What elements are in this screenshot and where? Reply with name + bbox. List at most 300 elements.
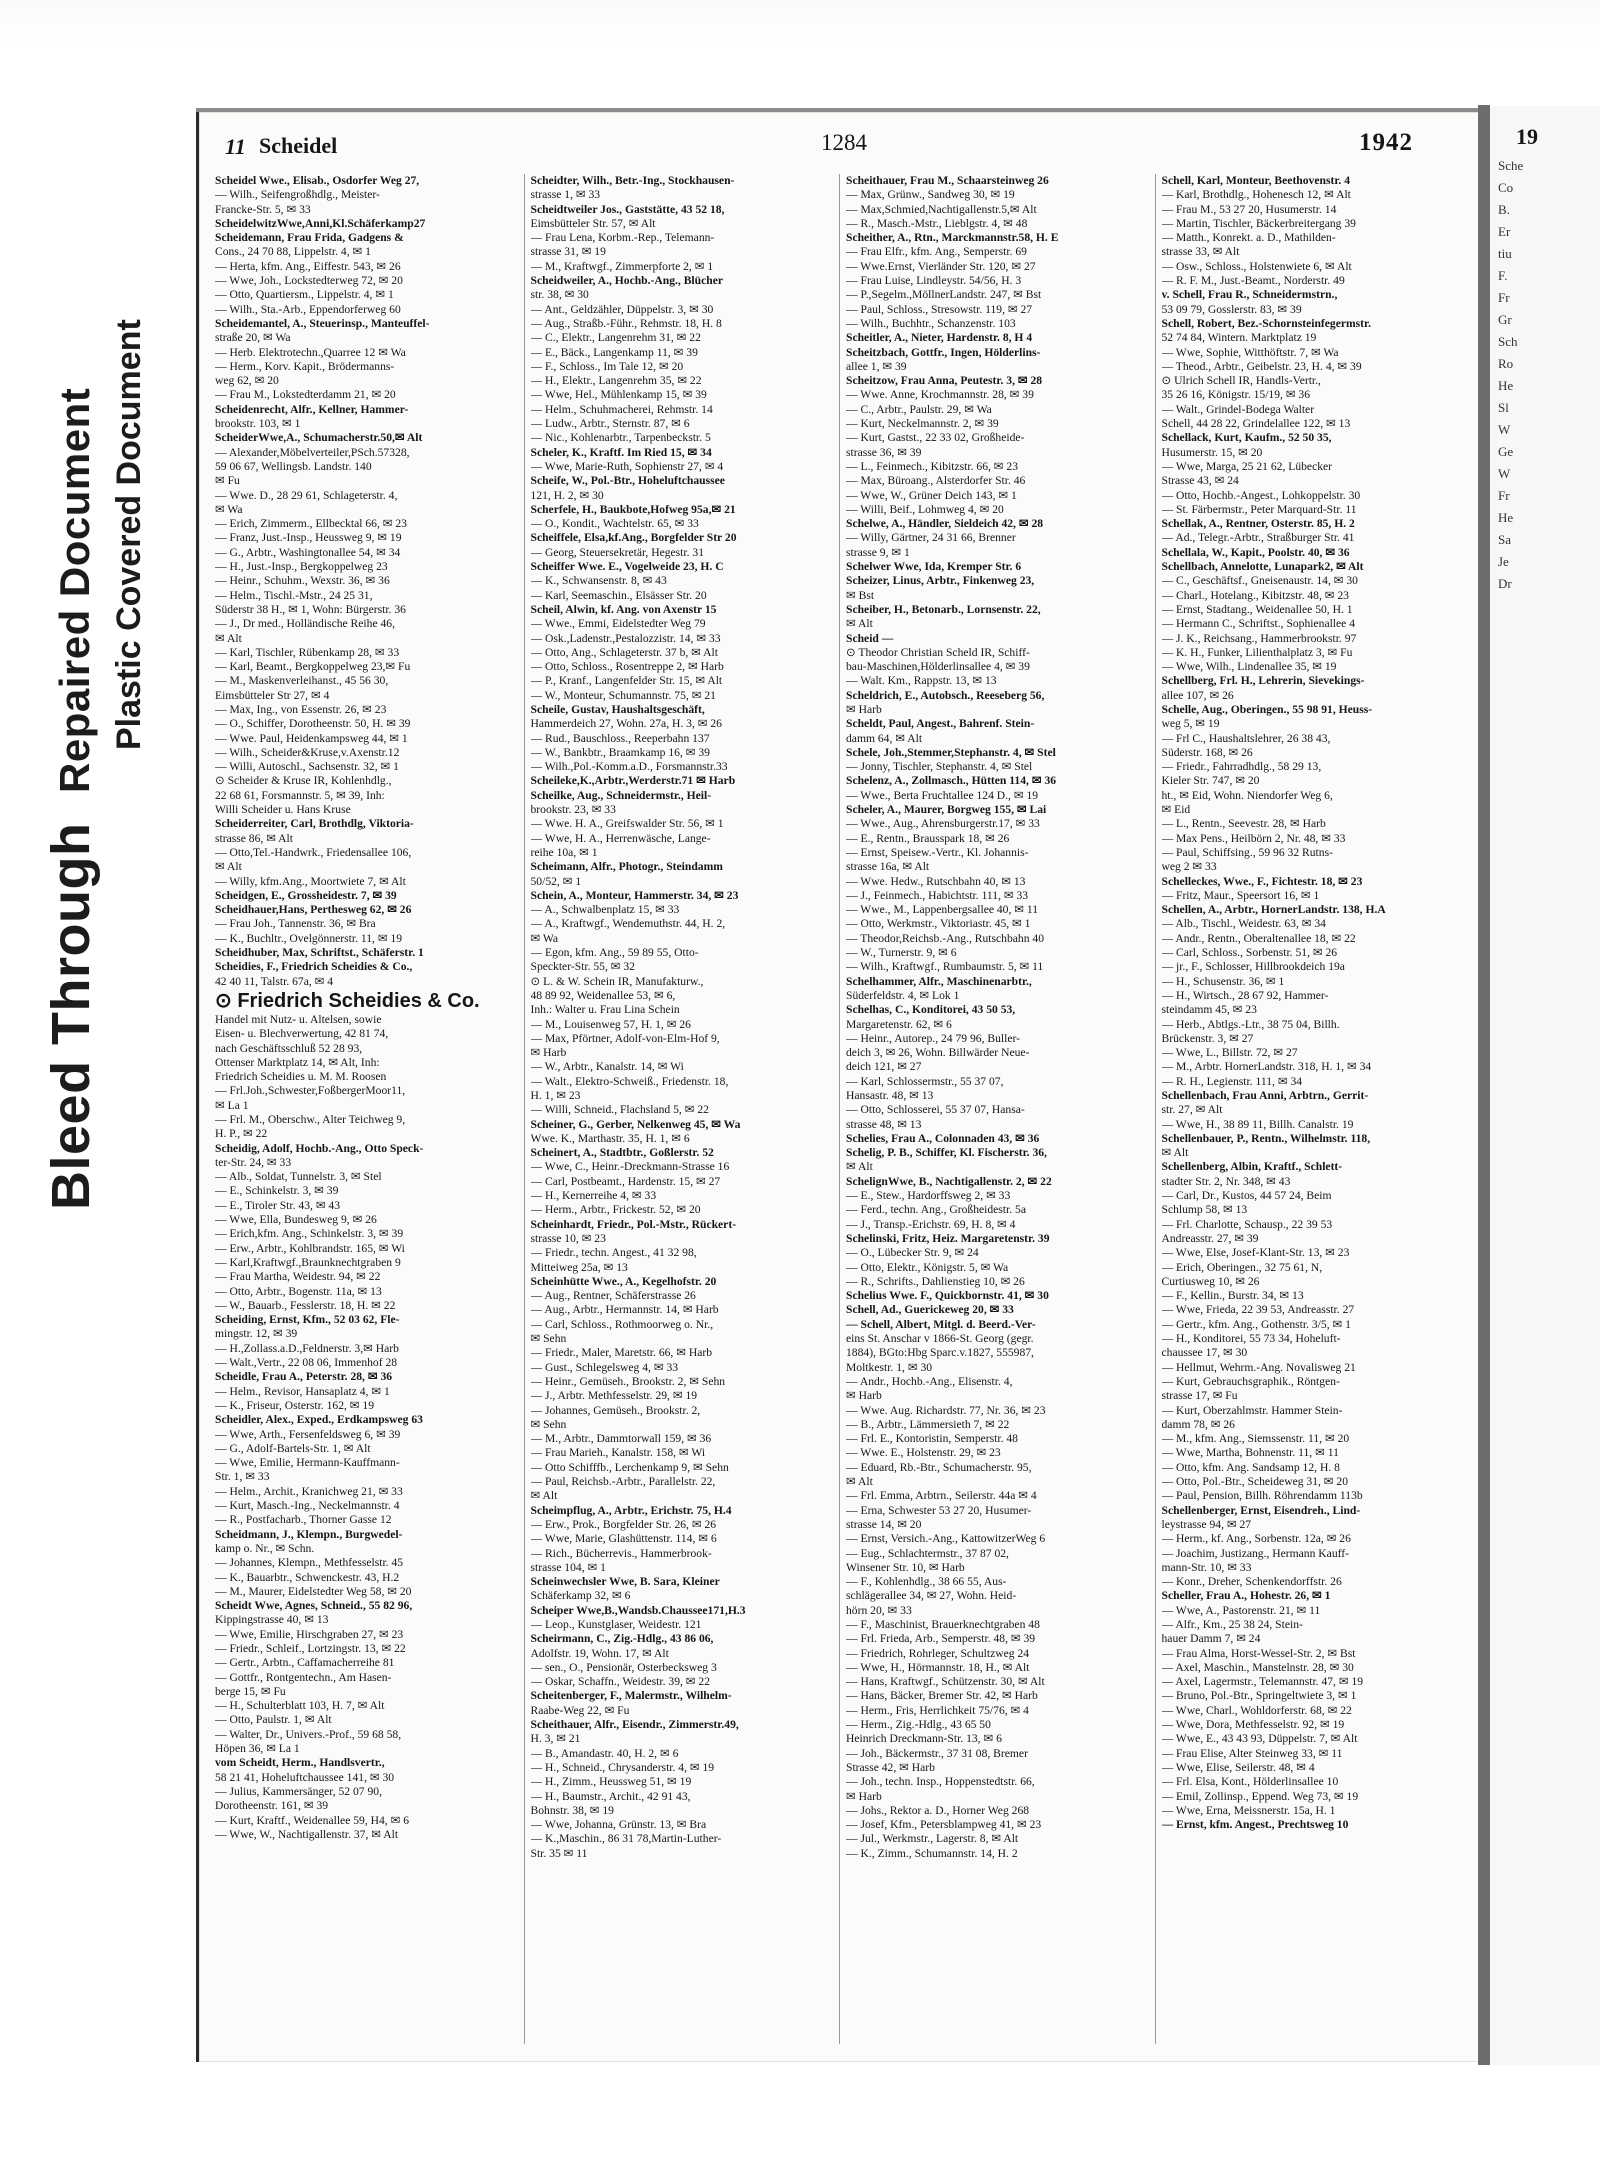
directory-entry: — Wwe. E., Holstenstr. 29, ✉ 23 [846,1446,1001,1460]
directory-entry: — H., Wirtsch., 28 67 92, Hammer- [1161,988,1329,1002]
directory-entry: — Wwe, Charl., Wohldorferstr. 68, ✉ 22 [1161,1703,1352,1717]
directory-entry: Scheidhauer,Hans, Perthesweg 62, ✉ 26 [215,903,412,917]
directory-entry: — Wwe. Anne, Krochmannstr. 28, ✉ 39 [846,388,1034,402]
page-gutter [1478,105,1490,2065]
directory-entry: — K.,Maschin., 86 31 78,Martin-Luther- [530,1832,722,1846]
directory-entry: — F., Kohlenhdlg., 38 66 55, Aus- [846,1575,1007,1589]
directory-entry: ter-Str. 24, ✉ 33 [215,1155,292,1169]
directory-entry: — Frau Lena, Korbm.-Rep., Telemann- [530,231,715,245]
directory-entry: Str. 1, ✉ 33 [215,1470,270,1484]
directory-entry: — H., Kernerreihe 4, ✉ 33 [530,1189,657,1203]
directory-entry: 35 26 16, Königstr. 15/19, ✉ 36 [1161,388,1311,402]
directory-entry: — A., Schwalbenplatz 15, ✉ 33 [530,903,680,917]
directory-entry: hauer Damm 7, ✉ 24 [1161,1632,1261,1646]
directory-entry: — Wwe, W., Nachtigallenstr. 37, ✉ Alt [215,1827,399,1841]
directory-entry: — F., Maschinist, Brauerknechtgraben 48 [846,1617,1040,1631]
directory-entry: — Erich, Oberingen., 32 75 61, N, [1161,1260,1323,1274]
directory-entry: Scheler, A., Maurer, Borgweg 155, ✉ Lai [846,803,1047,817]
directory-entry: — Ferd., techn. Ang., Großheidestr. 5a [846,1203,1026,1217]
directory-entry: — Frl.Joh.,Schwester,FoßbergerMoor11, [215,1084,406,1098]
directory-entry: — Paul, Schiffsing., 59 96 32 Rutns- [1161,845,1333,859]
directory-column-3 [840,174,1156,2044]
directory-entry: — Andr., Rentn., Oberaltenallee 18, ✉ 22 [1161,931,1356,945]
directory-entry: — Wwe., Emmi, Eidelstedter Weg 79 [530,617,706,631]
directory-entry: steindamm 45, ✉ 23 [1161,1003,1257,1017]
directory-entry: Speckter-Str. 55, ✉ 32 [530,960,635,974]
directory-entry: Friedrich Scheidies u. M. M. Roosen [215,1070,387,1084]
directory-entry: Scheler, K., Kraftf. Im Ried 15, ✉ 34 [530,445,712,459]
directory-entry: — M., Arbtr., Dammtorwall 159, ✉ 36 [530,1432,712,1446]
directory-entry: — Wilh.,Pol.-Komm.a.D., Forsmannstr.33 [530,760,728,774]
directory-entry: — Frau Elfr., kfm. Ang., Semperstr. 69 [846,245,1027,259]
directory-entry: — Theodor,Reichsb.-Ang., Rutschbahn 40 [846,931,1044,945]
directory-entry: — Frl C., Haushaltslehrer, 26 38 43, [1161,731,1331,745]
directory-entry: ✉ Alt [530,1489,558,1503]
directory-entry: Scheitzbach, Gottfr., Ingen, Hölderlins- [846,345,1041,359]
stamp-repaired-document: Repaired Document [51,387,98,793]
directory-entry: — Martin, Tischler, Bäckerbreitergang 39 [1161,216,1356,230]
directory-entry: — Otto, Pol.-Btr., Scheideweg 31, ✉ 20 [1161,1475,1349,1489]
directory-entry: Scheitenberger, F., Malermstr., Wilhelm- [530,1689,732,1703]
directory-entry: — Aug., Straßb.-Führ., Rehmstr. 18, H. 8 [530,316,722,330]
directory-columns [209,174,1471,2044]
directory-entry: — M., Arbtr. HornerLandstr. 318, H. 1, ✉ 34 [1161,1060,1372,1074]
directory-entry: — Wwe, Marga, 25 21 62, Lübecker [1161,459,1333,473]
directory-entry: — H., Schusenstr. 36, ✉ 1 [1161,974,1285,988]
directory-entry: Schelle, Aug., Oberingen., 55 98 91, Heuss- [1161,702,1373,716]
directory-entry: leystrasse 94, ✉ 27 [1161,1517,1252,1531]
directory-entry: Strasse 43, ✉ 24 [1161,474,1239,488]
directory-entry: schlägerallee 34, ✉ 27, Wohn. Heid- [846,1589,1017,1603]
directory-entry: Scheid — [846,631,894,645]
directory-entry: Schelhammer, Alfr., Maschinenarbtr., [846,974,1032,988]
directory-entry: strasse 14, ✉ 20 [846,1517,922,1531]
directory-entry: Scheinwechsler Wwe, B. Sara, Kleiner [530,1575,720,1589]
directory-entry: — Willy, Gärtner, 24 31 66, Brenner [846,531,1016,545]
directory-entry: Scheithauer, Alfr., Eisendr., Zimmerstr.49, [530,1718,739,1732]
directory-entry: ✉ Alt [1161,1146,1189,1160]
directory-entry: Schellak, A., Rentner, Osterstr. 85, H. 2 [1161,517,1355,531]
directory-entry: — Frau Alma, Horst-Wessel-Str. 2, ✉ Bst [1161,1646,1356,1660]
directory-entry: 22 68 61, Forsmannstr. 5, ✉ 39, Inh: [215,788,385,802]
directory-entry: — Frl. M., Oberschw., Alter Teichweg 9, [215,1113,406,1126]
directory-entry: — Herm., kf. Ang., Sorbenstr. 12a, ✉ 26 [1161,1532,1351,1546]
directory-entry: — O., Kondit., Wachtelstr. 65, ✉ 33 [530,517,699,531]
adjacent-page-line: Er [1498,224,1511,239]
directory-entry: Mitteiweg 25a, ✉ 13 [530,1260,628,1274]
directory-entry: Scheiner, G., Gerber, Nelkenweg 45, ✉ Wa [530,1117,741,1131]
directory-entry: strasse 17, ✉ Fu [1161,1389,1238,1403]
directory-entry: — Wwe, A., Pastorenstr. 21, ✉ 11 [1161,1603,1321,1617]
adjacent-page-line: Sche [1498,158,1524,173]
directory-entry: Dorotheenstr. 161, ✉ 39 [215,1799,329,1813]
directory-entry: — Heinr., Autorep., 24 79 96, Buller- [846,1031,1020,1045]
directory-entry: — K., Buchltr., Ovelgönnerstr. 11, ✉ 19 [215,931,403,945]
adjacent-page-line: Co [1498,180,1514,195]
directory-entry: — P., Kranf., Langenfelder Str. 15, ✉ Alt [530,674,723,688]
directory-entry: — E., Tiroler Str. 43, ✉ 43 [215,1198,341,1212]
directory-entry: Scheinhardt, Friedr., Pol.-Mstr., Rückert- [530,1217,737,1231]
directory-entry: ✉ Alt [846,1160,873,1174]
directory-entry: — Walt. Km., Rappstr. 13, ✉ 13 [846,674,997,688]
directory-entry: — Rich., Bücherrevis., Hammerbrook- [530,1546,712,1560]
directory-entry: 42 40 11, Talstr. 67a, ✉ 4 [215,974,334,988]
directory-entry: Scheidenrecht, Alfr., Kellner, Hammer- [215,402,409,416]
directory-entry: — O., Lübecker Str. 9, ✉ 24 [846,1246,979,1260]
directory-entry: ScheidelwitzWwe,Anni,Kl.Schäferkamp27 [215,216,426,230]
directory-entry: — Wwe, Martha, Bohnenstr. 11, ✉ 11 [1161,1446,1339,1460]
directory-entry: — Karl, Tischler, Rübenkamp 28, ✉ 33 [215,645,400,659]
directory-entry: Bohnstr. 38, ✉ 19 [530,1803,614,1817]
directory-entry: — Gottfr., Rontgentechn., Am Hasen- [215,1670,392,1684]
directory-entry: — Ludw., Arbtr., Sternstr. 87, ✉ 6 [530,417,690,431]
directory-entry: ✉ Harb [846,1789,882,1803]
directory-entry: — H., Baumstr., Archit., 42 91 43, [530,1789,691,1803]
directory-entry: — Hans, Kraftwgf., Schützenstr. 30, ✉ Alt [846,1675,1045,1689]
directory-entry: — Kurt, Kraftf., Weidenallee 59, H4, ✉ 6 [215,1813,410,1827]
directory-entry: Schelwe, A., Händler, Sieldeich 42, ✉ 28 [846,517,1044,531]
directory-entry: — Erna, Schwester 53 27 20, Husumer- [846,1503,1032,1517]
directory-entry: — H., Schneid., Chrysanderstr. 4, ✉ 19 [530,1760,715,1774]
directory-entry: weg 2 ✉ 33 [1161,860,1217,874]
directory-entry: — Erich,kfm. Ang., Schinkelstr. 3, ✉ 39 [215,1227,404,1241]
adjacent-page-line: He [1498,510,1514,525]
directory-entry: 59 06 67, Wellingsb. Landstr. 140 [215,459,372,473]
directory-entry: Inh.: Walter u. Frau Lina Schein [530,1003,680,1017]
directory-entry: brookstr. 23, ✉ 33 [530,803,616,817]
directory-entry: hörn 20, ✉ 33 [846,1603,912,1617]
directory-entry: Süderstr. 168, ✉ 26 [1161,745,1253,759]
directory-entry: — Joachim, Justizang., Hermann Kauff- [1161,1546,1349,1560]
directory-entry: strasse 1, ✉ 33 [530,188,601,202]
directory-entry: — Alfr., Km., 25 38 24, Stein- [1161,1617,1303,1631]
directory-entry: strasse 16a, ✉ Alt [846,860,930,874]
directory-entry: Schellenberger, Ernst, Eisendreh., Lind- [1161,1503,1361,1517]
directory-entry: Str. 35 ✉ 11 [530,1846,588,1860]
directory-entry: — Ernst, Stadtang., Weidenallee 50, H. 1 [1161,602,1353,616]
directory-entry: Husumerstr. 15, ✉ 20 [1161,445,1263,459]
directory-entry: Francke-Str. 5, ✉ 33 [215,202,311,216]
directory-entry: ✉ Eid [1161,803,1191,817]
directory-entry: — R., Schrifts., Dahlienstieg 10, ✉ 26 [846,1274,1025,1288]
directory-entry: — P.,Segelm.,MöllnerLandstr. 247, ✉ Bst [846,288,1042,302]
directory-entry: ✉ Sehn [530,1332,567,1346]
directory-entry: Scheidtweiler Jos., Gaststätte, 43 52 18, [530,202,725,216]
directory-entry: weg 62, ✉ 20 [215,374,279,388]
directory-entry: Adolfstr. 19, Wohn. 17, ✉ Alt [530,1646,669,1660]
directory-entry: — Jul., Werkmstr., Lagerstr. 8, ✉ Alt [846,1832,1019,1846]
directory-entry: — Frau Marieh., Kanalstr. 158, ✉ Wi [530,1446,706,1460]
directory-entry: — Paul, Schloss., Stresowstr. 119, ✉ 27 [846,302,1033,316]
directory-entry: Moltkestr. 1, ✉ 30 [846,1360,933,1374]
directory-entry: ⊙ L. & W. Schein IR, Manufakturw., [530,974,704,988]
directory-entry: — Kurt, Oberzahlmstr. Hammer Stein- [1161,1403,1343,1417]
directory-entry: Schelinski, Fritz, Heiz. Margaretenstr. 39 [846,1231,1050,1245]
directory-entry: — Joh., Bäckermstr., 37 31 08, Bremer [846,1746,1028,1760]
directory-entry: H. P., ✉ 22 [215,1127,268,1141]
directory-entry: — Max, Büroang., Alsterdorfer Str. 46 [846,474,1026,488]
directory-entry: — Wwe, Else, Josef-Klant-Str. 13, ✉ 23 [1161,1246,1350,1260]
directory-entry: Höpen 36, ✉ La 1 [215,1742,300,1756]
directory-entry: — M., Kraftwgf., Zimmerpforte 2, ✉ 1 [530,259,714,273]
directory-entry: — Herb., Abtlgs.-Ltr., 38 75 04, Billh. [1161,1017,1340,1031]
directory-entry: — sen., O., Pensionär, Osterbecksweg 3 [530,1660,717,1674]
directory-entry: vom Scheidt, Herm., Handlsvertr., [215,1756,385,1770]
directory-entry: — Wwe, Johanna, Grünstr. 13, ✉ Bra [530,1818,707,1832]
directory-entry: brookstr. 103, ✉ 1 [215,417,301,431]
directory-entry: — R. F. M., Just.-Beamt., Norderstr. 49 [1161,274,1345,288]
adjacent-page-head: 19 [1516,124,1538,149]
directory-entry: — Wwe, Sophie, Witthöftstr. 7, ✉ Wa [1161,345,1339,359]
directory-entry: ✉ Harb [846,702,882,716]
directory-entry: Heinrich Dreckmann-Str. 13, ✉ 6 [846,1732,1002,1746]
directory-entry: — H., Elektr., Langenrehm 35, ✉ 22 [530,374,702,388]
directory-entry: — Wwe, H. A., Herrenwäsche, Lange- [530,831,711,845]
directory-entry: Schellenbauer, P., Rentn., Wilhelmstr. 118, [1161,1131,1371,1145]
directory-entry: Wwe. K., Marthastr. 35, H. 1, ✉ 6 [530,1131,690,1145]
directory-entry: chaussee 17, ✉ 30 [1161,1346,1248,1360]
directory-entry: — C., Arbtr., Paulstr. 29, ✉ Wa [846,402,992,416]
directory-entry: — Johannes, Klempn., Methfesselstr. 45 [215,1556,404,1570]
directory-entry: — A., Kraftwgf., Wendemuthstr. 44, H. 2, [530,917,726,931]
directory-entry: strasse 86, ✉ Alt [215,831,293,845]
directory-entry: — Johannes, Gemüseh., Brookstr. 2, [530,1403,701,1417]
directory-entry: Schelius Wwe. F., Quickbornstr. 41, ✉ 30 [846,1289,1049,1303]
directory-entry: Scheitzow, Frau Anna, Peutestr. 3, ✉ 28 [846,374,1043,388]
directory-entry: — Frau M., 53 27 20, Husumerstr. 14 [1161,202,1337,216]
directory-entry: — Wwe, Arth., Fersenfeldsweg 6, ✉ 39 [215,1427,401,1441]
directory-entry: Scheidig, Adolf, Hochb.-Ang., Otto Speck- [215,1141,424,1155]
directory-entry: H. 1, ✉ 23 [530,1089,581,1102]
directory-entry: Schelenz, A., Zollmasch., Hütten 114, ✉ 36 [846,774,1057,788]
directory-entry: — Herb. Elektrotechn.,Quarree 12 ✉ Wa [215,345,406,359]
directory-entry: Scheidemantel, A., Steuerinsp., Manteuffel- [215,316,430,330]
directory-entry: — Wwe., M., Lappenbergsallee 40, ✉ 11 [846,903,1039,917]
adjacent-page-line: Ge [1498,444,1514,459]
directory-entry: — W., Arbtr., Kanalstr. 14, ✉ Wi [530,1060,684,1074]
directory-entry: — Wwe.Ernst, Vierländer Str. 120, ✉ 27 [846,259,1036,273]
directory-entry: Scheinhütte Wwe., A., Kegelhofstr. 20 [530,1274,717,1288]
directory-entry: Eimsbütteler Str. 57, ✉ Alt [530,216,656,230]
directory-entry: — J., Feinmech., Habichtstr. 111, ✉ 33 [846,888,1029,902]
directory-entry: — Heinr., Schuhm., Wexstr. 36, ✉ 36 [215,574,390,588]
directory-entry: str. 27, ✉ Alt [1161,1103,1223,1117]
directory-entry: — Helm., Schuhmacherei, Rehmstr. 14 [530,402,713,416]
directory-entry: — Ernst, kfm. Angest., Prechtsweg 10 [1161,1818,1349,1832]
directory-entry: — B., Amandastr. 40, H. 2, ✉ 6 [530,1746,679,1760]
directory-entry: — Wwe, C., Heinr.-Dreckmann-Strasse 16 [530,1160,730,1174]
directory-entry: — G., Arbtr., Washingtonallee 54, ✉ 34 [215,545,401,559]
directory-entry: — Frl. Charlotte, Schausp., 22 39 53 [1161,1217,1333,1231]
directory-entry: Scheidt Wwe, Agnes, Schneid., 55 82 96, [215,1599,413,1613]
directory-entry: Scheizer, Linus, Arbtr., Finkenweg 23, [846,574,1035,588]
directory-entry: Schell, Ad., Guerickeweg 20, ✉ 33 [846,1303,1014,1317]
directory-entry: — Herta, kfm. Ang., Eiffestr. 543, ✉ 26 [215,259,401,273]
directory-entry: — Axel, Lagermstr., Telemannstr. 47, ✉ 19 [1161,1675,1364,1689]
directory-entry: ✉ Alt [215,631,242,645]
directory-entry: SchelignWwe, B., Nachtigallenstr. 2, ✉ 22 [846,1174,1052,1188]
directory-entry: allee 107, ✉ 26 [1161,688,1234,702]
directory-entry: — K., Bauarbtr., Schwenckestr. 43, H.2 [215,1570,400,1584]
directory-entry: Hammerdeich 27, Wohn. 27a, H. 3, ✉ 26 [530,717,722,731]
directory-entry: — L., Rentn., Seevestr. 28, ✉ Harb [1161,817,1326,831]
directory-entry: — E., Schinkelstr. 3, ✉ 39 [215,1184,339,1198]
directory-entry: — Otto, Elektr., Königstr. 5, ✉ Wa [846,1260,1009,1274]
directory-entry: Eisen- u. Blechverwertung, 42 81 74, [215,1027,389,1041]
directory-entry: — Otto, Schloss., Rosentreppe 2, ✉ Harb [530,660,724,674]
directory-entry: nach Geschäftsschluß 52 28 93, [215,1041,363,1055]
stamp-line-secondary: Plastic Covered Document [110,319,148,750]
directory-entry: — Wwe. D., 28 29 61, Schlageterstr. 4, [215,488,398,502]
directory-entry: — Frau Joh., Tannenstr. 36, ✉ Bra [215,917,376,931]
directory-column-2 [525,174,841,2044]
directory-entry: — Wwe, Wilh., Lindenallee 35, ✉ 19 [1161,660,1337,674]
directory-entry: — Paul, Pension, Billh. Röhrendamm 113b [1161,1489,1363,1503]
directory-entry: ✉ Alt [846,617,873,631]
directory-entry: Süderfeldstr. 4, ✉ Lok 1 [846,988,960,1002]
directory-column-1 [209,174,525,2044]
directory-entry: — Karl, Brothdlg., Hohenesch 12, ✉ Alt [1161,188,1351,202]
directory-entry: Scheiderreiter, Carl, Brothdlg, Viktoria- [215,817,414,831]
directory-entry: — Georg, Steuersekretär, Hegestr. 31 [530,545,704,559]
directory-entry: — Leop., Kunstglaser, Weidestr. 121 [530,1617,702,1631]
directory-entry: — G., Adolf-Bartels-Str. 1, ✉ Alt [215,1441,371,1455]
directory-entry: — Wwe, H., 38 89 11, Billh. Canalstr. 19 [1161,1117,1354,1131]
directory-entry: — Nic., Kohlenarbtr., Tarpenbeckstr. 5 [530,431,711,445]
directory-entry: ✉ Alt [846,1475,873,1489]
directory-entry: — Herm., Fris, Herrlichkeit 75/76, ✉ 4 [846,1703,1029,1717]
directory-entry: Kieler Str. 747, ✉ 20 [1161,774,1260,788]
adjacent-page-line: Fr [1498,488,1510,503]
directory-entry: — Helm., Revisor, Hansaplatz 4, ✉ 1 [215,1384,390,1398]
directory-entry: Scheimpflug, A., Arbtr., Erichstr. 75, H.4 [530,1503,732,1517]
directory-entry: Schelig, P. B., Schiffer, Kl. Fischerstr. 36, [846,1146,1047,1160]
directory-entry: Scheirmann, C., Zig.-Hdlg., 43 86 06, [530,1632,714,1646]
directory-entry: ✉ Harb [846,1389,882,1403]
directory-entry: — Carl, Dr., Kustos, 44 57 24, Beim [1161,1189,1332,1203]
directory-entry: strasse 9, ✉ 1 [846,545,910,559]
directory-entry: — Willi, Schneid., Flachsland 5, ✉ 22 [530,1103,709,1117]
directory-entry: — H.,Zollass.a.D.,Feldnerstr. 3,✉ Harb [215,1341,399,1355]
directory-entry: straße 20, ✉ Wa [215,331,291,345]
directory-entry: Andreasstr. 27, ✉ 39 [1161,1231,1259,1245]
directory-entry: — Hermann C., Schriftst., Sophienallee 4 [1161,617,1356,631]
directory-entry: — Axel, Maschin., Manstelnstr. 28, ✉ 30 [1161,1660,1354,1674]
directory-entry: Kippingstrasse 40, ✉ 13 [215,1613,329,1627]
directory-entry: — R., Masch.-Mstr., Lieblgstr. 4, ✉ 48 [846,216,1028,230]
directory-entry: Scheidhuber, Max, Schriftst., Schäferstr. 1 [215,946,424,960]
directory-entry: Scheiffer Wwe. E., Vogelweide 23, H. C [530,560,724,574]
directory-entry: Scheidies, F., Friedrich Scheidies & Co., [215,960,413,974]
directory-entry: — Wwe, Erna, Meissnerstr. 15a, H. 1 [1161,1803,1336,1817]
directory-entry: — C., Geschäftsf., Gneisenaustr. 14, ✉ 30 [1161,574,1358,588]
directory-entry: — Max, Grünw., Sandweg 30, ✉ 19 [846,188,1015,202]
directory-entry: 58 21 41, Hoheluftchaussee 141, ✉ 30 [215,1770,395,1784]
directory-entry: Schell, Karl, Monteur, Beethovenstr. 4 [1161,174,1350,187]
directory-entry: weg 5, ✉ 19 [1161,717,1220,731]
directory-entry: 53 09 79, Gosslerstr. 83, ✉ 39 [1161,302,1302,316]
directory-entry: — Willy, kfm.Ang., Moortwiete 7, ✉ Alt [215,874,406,888]
adjacent-page-line: Ro [1498,356,1514,371]
directory-entry: ✉ La 1 [215,1098,249,1112]
directory-entry: — Max,Schmied,Nachtigallenstr.5,✉ Alt [846,202,1037,216]
directory-entry: — Frau Martha, Weidestr. 94, ✉ 22 [215,1270,381,1284]
directory-entry: — Gertr., Arbtn., Caffamacherreihe 81 [215,1656,395,1670]
directory-entry: Eimsbütteler Str 27, ✉ 4 [215,688,330,702]
directory-entry: Scheidemann, Frau Frida, Gadgens & [215,231,404,245]
directory-entry: — Theod., Arbtr., Geibelstr. 23, H. 4, ✉ 39 [1161,359,1362,373]
directory-entry: — jr., F., Schlosser, Hillbrookdeich 19a [1161,960,1345,974]
directory-entry: — Karl, Schlossermstr., 55 37 07, [846,1074,1004,1088]
directory-entry: — Heinr., Gemüseh., Brookstr. 2, ✉ Sehn [530,1374,726,1388]
directory-entry: — Herm., Korv. Kapit., Brödermanns- [215,359,395,373]
directory-entry: 52 74 84, Wintern. Marktplatz 19 [1161,331,1317,345]
directory-entry: Winsener Str. 10, ✉ Harb [846,1560,965,1574]
directory-entry: — R. H., Legienstr. 111, ✉ 34 [1161,1074,1303,1088]
adjacent-page-line: B. [1498,202,1510,217]
directory-entry: bau-Maschinen,Hölderlinsallee 4, ✉ 39 [846,660,1030,674]
directory-entry: — J., Dr med., Holländische Reihe 46, [215,617,395,631]
directory-entry: — Otto Schifffb., Lerchenkamp 9, ✉ Sehn [530,1460,729,1474]
stamp-line-primary [40,388,102,1210]
directory-entry: v. Schell, Frau R., Schneidermstrn., [1161,288,1338,302]
directory-entry: — Alb., Soldat, Tunnelstr. 3, ✉ Stel [215,1170,382,1184]
directory-year: 1942 [1359,129,1413,156]
adjacent-page-line: Je [1498,554,1509,569]
directory-entry: — Wwe, Marie-Ruth, Sophienstr 27, ✉ 4 [530,459,724,473]
directory-entry: — Carl, Schloss., Rothmoorweg o. Nr., [530,1317,714,1331]
directory-entry: reihe 10a, ✉ 1 [530,845,598,859]
directory-entry: Scheile, Gustav, Haushaltsgeschäft, [530,702,705,716]
directory-entry: Cons., 24 70 88, Lippelstr. 4, ✉ 1 [215,245,371,259]
directory-entry: Schellala, W., Kapit., Poolstr. 40, ✉ 36 [1161,545,1350,559]
directory-entry: — Karl, Seemaschin., Elsässer Str. 20 [530,588,707,602]
directory-entry: Scheiding, Ernst, Kfm., 52 03 62, Fle- [215,1313,400,1327]
directory-entry: — M., kfm. Ang., Siemssenstr. 11, ✉ 20 [1161,1432,1350,1446]
directory-entry: deich 121, ✉ 27 [846,1060,922,1074]
directory-entry: — R., Postfacharb., Thorner Gasse 12 [215,1513,392,1527]
directory-entry: — Ernst, Versich.-Ang., KattowitzerWeg 6 [846,1532,1046,1546]
directory-entry: — Wwe, Ella, Bundesweg 9, ✉ 26 [215,1213,377,1227]
directory-entry: — J., Transp.-Erichstr. 69, H. 8, ✉ 4 [846,1217,1016,1231]
directory-entry: — C., Elektr., Langenrehm 31, ✉ 22 [530,331,701,345]
directory-entry: — Eug., Schlachtermstr., 37 87 02, [846,1546,1009,1560]
directory-entry: — J., Arbtr. Methfesselstr. 29, ✉ 19 [530,1389,698,1403]
directory-entry: — M., Maskenverleihanst., 45 56 30, [215,674,389,688]
directory-entry: — Eduard, Rb.-Btr., Schumacherstr. 95, [846,1460,1032,1474]
directory-entry: — Max, Ing., von Essenstr. 26, ✉ 23 [215,702,387,716]
page-number: 1284 [821,130,867,155]
directory-entry: — Max Pens., Heilbörn 2, Nr. 48, ✉ 33 [1161,831,1346,845]
directory-entry: — Otto, Arbtr., Bogenstr. 11a, ✉ 13 [215,1284,382,1298]
directory-entry: Schellen, A., Arbtr., HornerLandstr. 138, H.A [1161,903,1386,917]
directory-entry: — Frl. E., Kontoristin, Semperstr. 48 [846,1432,1018,1446]
directory-entry: strasse 36, ✉ 39 [846,445,922,459]
directory-entry: Scheidel Wwe., Elisab., Osdorfer Weg 27, [215,174,420,187]
directory-entry: — Fritz, Maur., Speersort 16, ✉ 1 [1161,888,1320,902]
directory-entry: Scheidter, Wilh., Betr.-Ing., Stockhausen- [530,174,735,187]
directory-entry: — Egon, kfm. Ang., 59 89 55, Otto- [530,946,699,960]
directory-entry: Hansastr. 48, ✉ 13 [846,1089,934,1102]
directory-entry: — Frl. Frieda, Arb., Semperstr. 48, ✉ 39 [846,1632,1036,1646]
directory-entry: — M., Maurer, Eidelstedter Weg 58, ✉ 20 [215,1584,412,1598]
directory-entry: 1884), BGto:Hbg Sparc.v.1827, 555987, [846,1346,1034,1360]
directory-entry: — Walter, Dr., Univers.-Prof., 59 68 58, [215,1727,402,1741]
directory-entry: Willi Scheider u. Hans Kruse [215,803,351,817]
directory-entry: — H., Zimm., Heussweg 51, ✉ 19 [530,1775,692,1789]
directory-entry: — Frl. Elsa, Kont., Hölderlinsallee 10 [1161,1775,1339,1789]
directory-entry: — Ernst, Speisew.-Vertr., Kl. Johannis- [846,845,1029,859]
